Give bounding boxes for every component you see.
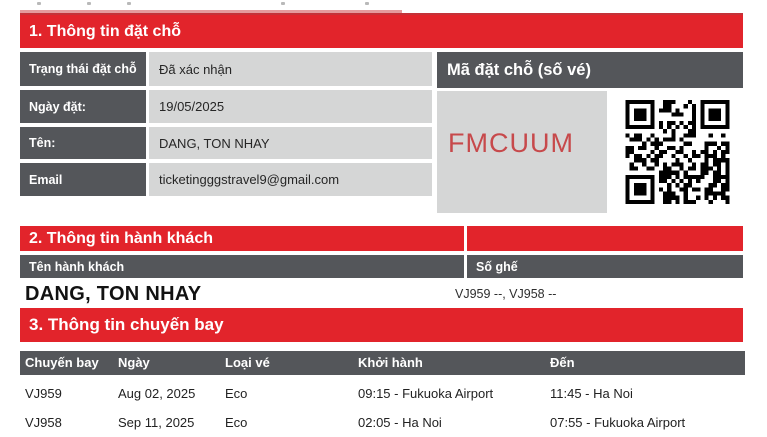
cropped-text-remnant [37,2,41,5]
booking-date-label: Ngày đặt: [20,90,146,123]
booking-status-value: Đã xác nhận [149,52,432,86]
departure-info: 09:15 - Fukuoka Airport [358,386,494,401]
departure-column-header: Khởi hành [358,355,423,370]
flight-row [20,381,745,407]
passenger-name-column-header: Tên hành khách [20,255,464,278]
section3-title: 3. Thông tin chuyến bay [29,315,224,334]
cropped-text-remnant [87,2,91,5]
booking-status-label: Trạng thái đặt chỗ [20,52,146,86]
flight-number: VJ959 [25,386,62,401]
arrival-column-header: Đến [550,355,575,370]
booking-code-box [437,91,607,213]
seat-column-header: Số ghế [467,255,743,278]
booking-date-value: 19/05/2025 [149,90,432,123]
section1-title: 1. Thông tin đặt chỗ [29,22,181,40]
flight-number: VJ958 [25,415,62,430]
booking-code: FMCUUM [448,128,574,158]
passenger-name: DANG, TON NHAY [25,283,202,305]
section2-title: 2. Thông tin hành khách [29,229,213,247]
arrival-info: 11:45 - Ha Noi [550,386,633,401]
flight-date: Sep 11, 2025 [118,415,195,430]
flight-column-header: Chuyến bay [25,355,99,370]
fare-class: Eco [225,415,248,430]
flight-table-header-row [20,351,745,375]
section2-header-right [467,226,743,251]
date-column-header: Ngày [118,355,150,370]
cropped-text-remnant [365,2,369,5]
section2-header [20,226,464,251]
fare-column-header: Loại vé [225,355,270,370]
flight-date: Aug 02, 2025 [118,386,196,401]
passenger-seats: VJ959 --, VJ958 -- [455,287,557,301]
qr-code-icon [625,100,730,204]
cropped-text-remnant [281,2,285,5]
booking-email-value: ticketingggstravel9@gmail.com [149,163,432,196]
booking-name-value: DANG, TON NHAY [149,127,432,159]
cropped-text-remnant [127,2,131,5]
arrival-info: 07:55 - Fukuoka Airport [550,415,686,430]
section3-header [20,308,743,342]
fare-class: Eco [225,386,248,401]
section1-header [20,15,743,48]
booking-name-label: Tên: [20,127,146,159]
flight-row [20,410,745,436]
booking-code-header: Mã đặt chỗ (số vé) [437,52,743,88]
departure-info: 02:05 - Ha Noi [358,415,442,430]
booking-email-label: Email [20,163,146,196]
